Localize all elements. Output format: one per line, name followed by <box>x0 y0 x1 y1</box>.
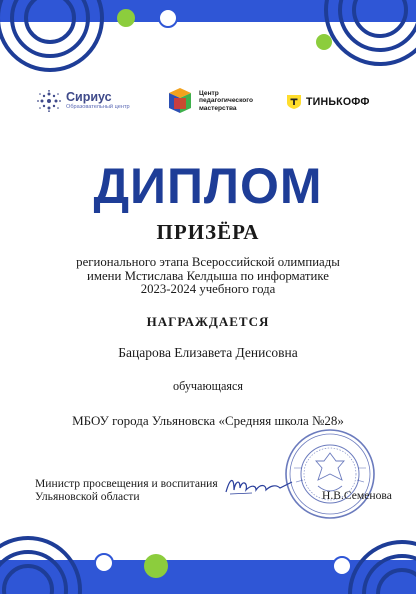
sirius-logo <box>36 90 130 112</box>
sirius-name: Сириус <box>66 90 112 104</box>
official-seal-icon <box>284 428 376 520</box>
signatory-position <box>35 478 218 503</box>
signatory-position-line: Министр просвещения и воспитания <box>35 477 218 490</box>
awarded-label: НАГРАЖДАЕТСЯ <box>146 314 270 329</box>
center-line1: Центр <box>199 89 219 97</box>
description-line: 2023-2024 учебного года <box>140 282 276 296</box>
recipient-role: обучающаяся <box>173 379 243 393</box>
signatory-position-line: Ульяновской области <box>35 489 140 503</box>
center-line3: мастерства <box>199 104 237 112</box>
white-dot-bottom-right <box>333 557 351 575</box>
sirius-subtitle: Образовательный центр <box>66 104 130 110</box>
signatory-name: Н.В.Семенова <box>322 489 392 502</box>
diploma-description <box>0 256 416 297</box>
green-dot-bottom <box>144 554 168 578</box>
white-dot-top <box>159 9 177 27</box>
green-dot-top <box>117 9 135 27</box>
description-line: регионального этапа Всероссийской олимпиады <box>76 255 340 269</box>
green-dot-top-right <box>316 34 332 50</box>
center-line2: педагогического <box>199 97 253 105</box>
tinkoff-name: ТИНЬКОФФ <box>306 96 370 108</box>
white-dot-bottom <box>95 554 113 572</box>
recipient-name: Бацарова Елизавета Денисовна <box>118 345 298 360</box>
cube-icon <box>166 87 194 115</box>
tinkoff-logo <box>286 94 370 110</box>
recipient-school: МБОУ города Ульяновска «Средняя школа №28» <box>72 413 344 428</box>
tinkoff-shield-icon <box>286 94 302 110</box>
description-line: имени Мстислава Келдыша по информатике <box>87 268 329 283</box>
handwritten-signature <box>222 470 294 500</box>
sirius-dots-icon <box>36 90 62 112</box>
diploma-title: ДИПЛОМ <box>93 158 323 214</box>
diploma-subtitle: ПРИЗЁРА <box>156 220 260 244</box>
center-logo <box>166 87 253 115</box>
